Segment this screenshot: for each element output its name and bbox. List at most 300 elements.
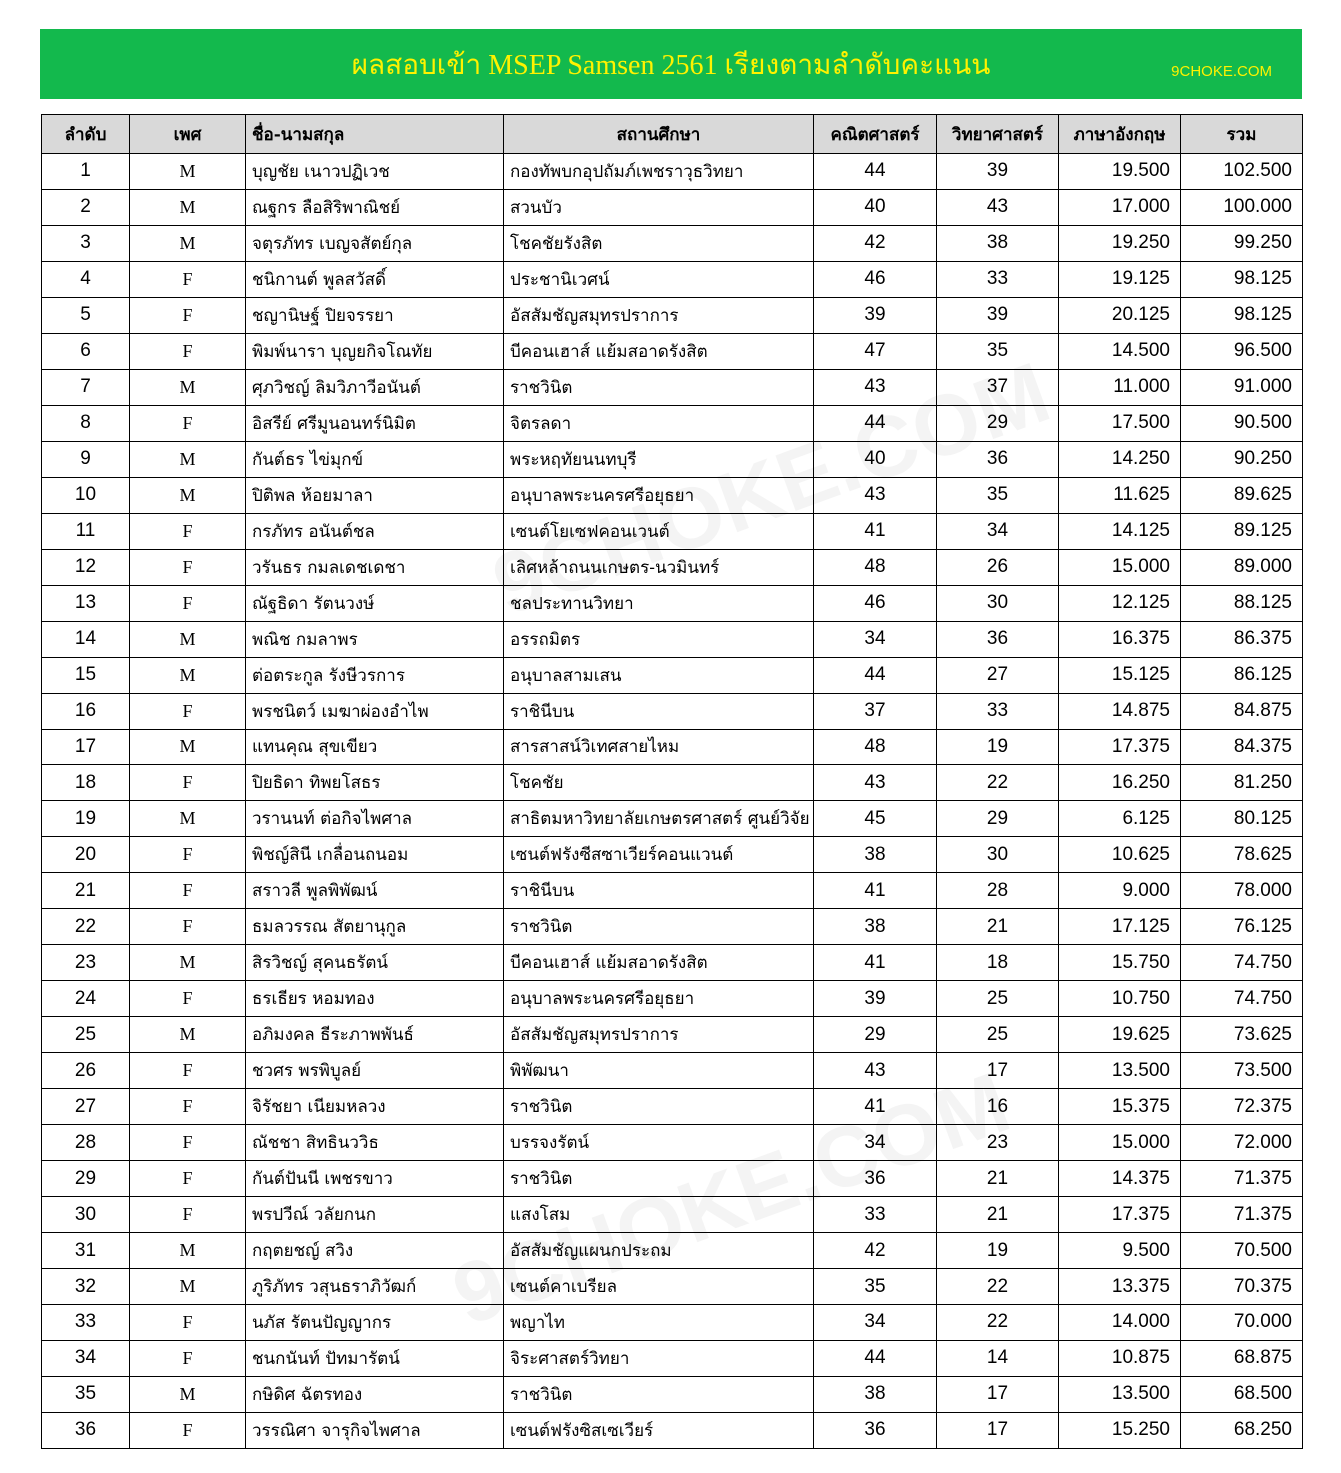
cell-rank: 18 <box>42 765 130 801</box>
cell-rank: 16 <box>42 693 130 729</box>
cell-rank: 24 <box>42 981 130 1017</box>
cell-school: โชคชัยรังสิต <box>504 225 814 261</box>
cell-name: ปิติพล ห้อยมาลา <box>246 477 504 513</box>
table-row <box>42 945 1303 981</box>
cell-math: 43 <box>814 477 937 513</box>
cell-total: 74.750 <box>1181 981 1303 1017</box>
cell-rank: 26 <box>42 1053 130 1089</box>
table-header-row <box>42 115 1303 154</box>
table-row <box>42 297 1303 333</box>
cell-english: 11.625 <box>1059 477 1181 513</box>
cell-school: ราชวินิต <box>504 369 814 405</box>
cell-name: ศุภวิชญ์ ลิมวิภาวีอนันต์ <box>246 369 504 405</box>
cell-english: 12.125 <box>1059 585 1181 621</box>
cell-total: 84.375 <box>1181 729 1303 765</box>
cell-math: 39 <box>814 297 937 333</box>
cell-gender: M <box>130 225 246 261</box>
cell-english: 9.000 <box>1059 873 1181 909</box>
cell-math: 43 <box>814 1053 937 1089</box>
cell-math: 34 <box>814 621 937 657</box>
cell-math: 43 <box>814 369 937 405</box>
table-row <box>42 1017 1303 1053</box>
cell-rank: 29 <box>42 1161 130 1197</box>
col-header-english: ภาษาอังกฤษ <box>1059 115 1181 154</box>
cell-rank: 2 <box>42 189 130 225</box>
cell-total: 71.375 <box>1181 1161 1303 1197</box>
cell-gender: F <box>130 585 246 621</box>
table-row <box>42 405 1303 441</box>
cell-science: 36 <box>937 441 1059 477</box>
cell-total: 84.875 <box>1181 693 1303 729</box>
cell-school: เซนต์ฟรังซีสซาเวียร์คอนแวนต์ <box>504 837 814 873</box>
cell-gender: F <box>130 297 246 333</box>
cell-gender: M <box>130 621 246 657</box>
table-row <box>42 981 1303 1017</box>
cell-science: 21 <box>937 1161 1059 1197</box>
cell-english: 15.125 <box>1059 657 1181 693</box>
cell-rank: 6 <box>42 333 130 369</box>
cell-name: พิมพ์นารา บุญยกิจโณทัย <box>246 333 504 369</box>
cell-science: 22 <box>937 1269 1059 1305</box>
cell-science: 34 <box>937 513 1059 549</box>
cell-math: 36 <box>814 1412 937 1448</box>
cell-school: ราชวินิต <box>504 1089 814 1125</box>
cell-name: วรรณิศา จารุกิจไพศาล <box>246 1412 504 1448</box>
cell-math: 34 <box>814 1305 937 1341</box>
cell-school: บรรจงรัตน์ <box>504 1125 814 1161</box>
cell-english: 9.500 <box>1059 1233 1181 1269</box>
cell-school: สาธิตมหาวิทยาลัยเกษตรศาสตร์ ศูนย์วิจัย <box>504 801 814 837</box>
cell-math: 46 <box>814 261 937 297</box>
cell-total: 90.250 <box>1181 441 1303 477</box>
cell-rank: 32 <box>42 1269 130 1305</box>
cell-total: 68.500 <box>1181 1376 1303 1412</box>
cell-school: อนุบาลพระนครศรีอยุธยา <box>504 477 814 513</box>
cell-science: 28 <box>937 873 1059 909</box>
cell-science: 16 <box>937 1089 1059 1125</box>
cell-math: 36 <box>814 1161 937 1197</box>
cell-math: 35 <box>814 1269 937 1305</box>
table-row <box>42 549 1303 585</box>
cell-gender: F <box>130 765 246 801</box>
cell-science: 43 <box>937 189 1059 225</box>
cell-gender: F <box>130 873 246 909</box>
table-row <box>42 477 1303 513</box>
col-header-gender: เพศ <box>130 115 246 154</box>
table-body <box>42 154 1303 1449</box>
cell-english: 13.500 <box>1059 1053 1181 1089</box>
cell-rank: 5 <box>42 297 130 333</box>
cell-gender: M <box>130 189 246 225</box>
cell-name: แทนคุณ สุขเขียว <box>246 729 504 765</box>
cell-school: เลิศหล้าถนนเกษตร-นวมินทร์ <box>504 549 814 585</box>
cell-math: 38 <box>814 909 937 945</box>
col-header-rank: ลำดับ <box>42 115 130 154</box>
cell-name: อภิมงคล ธีระภาพพันธ์ <box>246 1017 504 1053</box>
table-row <box>42 873 1303 909</box>
cell-rank: 21 <box>42 873 130 909</box>
cell-total: 72.375 <box>1181 1089 1303 1125</box>
cell-gender: F <box>130 549 246 585</box>
cell-rank: 10 <box>42 477 130 513</box>
cell-school: กองทัพบกอุปถัมภ์เพชราวุธวิทยา <box>504 154 814 190</box>
cell-total: 86.375 <box>1181 621 1303 657</box>
table-row <box>42 154 1303 190</box>
cell-math: 41 <box>814 1089 937 1125</box>
cell-english: 6.125 <box>1059 801 1181 837</box>
cell-name: ชนิกานต์ พูลสวัสดิ์ <box>246 261 504 297</box>
cell-english: 19.125 <box>1059 261 1181 297</box>
cell-math: 48 <box>814 729 937 765</box>
cell-math: 38 <box>814 1376 937 1412</box>
cell-english: 14.125 <box>1059 513 1181 549</box>
cell-science: 37 <box>937 369 1059 405</box>
cell-math: 42 <box>814 225 937 261</box>
cell-name: ธมลวรรณ สัตยานุกูล <box>246 909 504 945</box>
cell-science: 39 <box>937 154 1059 190</box>
cell-school: แสงโสม <box>504 1197 814 1233</box>
cell-english: 14.250 <box>1059 441 1181 477</box>
table-row <box>42 1376 1303 1412</box>
cell-rank: 1 <box>42 154 130 190</box>
cell-math: 42 <box>814 1233 937 1269</box>
table-row <box>42 657 1303 693</box>
cell-total: 86.125 <box>1181 657 1303 693</box>
cell-name: ณัฐธิดา รัตนวงษ์ <box>246 585 504 621</box>
cell-english: 15.250 <box>1059 1412 1181 1448</box>
cell-total: 73.500 <box>1181 1053 1303 1089</box>
cell-science: 17 <box>937 1053 1059 1089</box>
cell-english: 10.625 <box>1059 837 1181 873</box>
cell-name: ณัชชา สิทธินววิธ <box>246 1125 504 1161</box>
table-row <box>42 1197 1303 1233</box>
cell-math: 48 <box>814 549 937 585</box>
cell-gender: M <box>130 1269 246 1305</box>
cell-english: 15.375 <box>1059 1089 1181 1125</box>
cell-school: อรรถมิตร <box>504 621 814 657</box>
cell-school: ชลประทานวิทยา <box>504 585 814 621</box>
cell-school: อัสสัมชัญแผนกประถม <box>504 1233 814 1269</box>
cell-math: 39 <box>814 981 937 1017</box>
cell-school: ราชินีบน <box>504 693 814 729</box>
table-row <box>42 1125 1303 1161</box>
cell-gender: F <box>130 333 246 369</box>
table-row <box>42 693 1303 729</box>
cell-science: 27 <box>937 657 1059 693</box>
cell-gender: F <box>130 513 246 549</box>
cell-rank: 19 <box>42 801 130 837</box>
cell-name: พณิช กมลาพร <box>246 621 504 657</box>
cell-math: 29 <box>814 1017 937 1053</box>
cell-english: 15.000 <box>1059 549 1181 585</box>
cell-school: ราชินีบน <box>504 873 814 909</box>
cell-science: 19 <box>937 729 1059 765</box>
cell-gender: M <box>130 477 246 513</box>
table-row <box>42 729 1303 765</box>
table-row <box>42 333 1303 369</box>
cell-math: 44 <box>814 405 937 441</box>
cell-rank: 7 <box>42 369 130 405</box>
cell-science: 36 <box>937 621 1059 657</box>
cell-total: 89.625 <box>1181 477 1303 513</box>
cell-rank: 31 <box>42 1233 130 1269</box>
cell-total: 91.000 <box>1181 369 1303 405</box>
cell-english: 11.000 <box>1059 369 1181 405</box>
cell-total: 70.375 <box>1181 1269 1303 1305</box>
cell-gender: F <box>130 1412 246 1448</box>
cell-rank: 34 <box>42 1340 130 1376</box>
cell-name: บุญชัย เนาวปฏิเวช <box>246 154 504 190</box>
cell-name: ปิยธิดา ทิพยโสธร <box>246 765 504 801</box>
cell-math: 44 <box>814 1340 937 1376</box>
table-row <box>42 1269 1303 1305</box>
cell-rank: 4 <box>42 261 130 297</box>
cell-science: 22 <box>937 1305 1059 1341</box>
cell-school: โชคชัย <box>504 765 814 801</box>
cell-school: ราชวินิต <box>504 1161 814 1197</box>
table-row <box>42 801 1303 837</box>
table-row <box>42 513 1303 549</box>
cell-gender: F <box>130 1305 246 1341</box>
cell-rank: 23 <box>42 945 130 981</box>
cell-total: 74.750 <box>1181 945 1303 981</box>
cell-math: 46 <box>814 585 937 621</box>
cell-science: 17 <box>937 1376 1059 1412</box>
cell-name: สิรวิชญ์ สุคนธรัตน์ <box>246 945 504 981</box>
cell-total: 72.000 <box>1181 1125 1303 1161</box>
cell-total: 68.250 <box>1181 1412 1303 1448</box>
table-row <box>42 1089 1303 1125</box>
cell-name: กฤตยชญ์ สวิง <box>246 1233 504 1269</box>
table-row <box>42 1161 1303 1197</box>
cell-name: สราวลี พูลพิพัฒน์ <box>246 873 504 909</box>
cell-english: 10.750 <box>1059 981 1181 1017</box>
cell-gender: M <box>130 1017 246 1053</box>
cell-school: อนุบาลพระนครศรีอยุธยา <box>504 981 814 1017</box>
title-banner <box>40 29 1302 99</box>
cell-rank: 3 <box>42 225 130 261</box>
cell-english: 15.750 <box>1059 945 1181 981</box>
cell-rank: 13 <box>42 585 130 621</box>
cell-school: บีคอนเฮาส์ แย้มสอาดรังสิต <box>504 945 814 981</box>
cell-total: 89.125 <box>1181 513 1303 549</box>
cell-school: บีคอนเฮาส์ แย้มสอาดรังสิต <box>504 333 814 369</box>
col-header-science: วิทยาศาสตร์ <box>937 115 1059 154</box>
cell-rank: 9 <box>42 441 130 477</box>
cell-name: จิรัชยา เนียมหลวง <box>246 1089 504 1125</box>
cell-math: 40 <box>814 441 937 477</box>
cell-gender: F <box>130 1161 246 1197</box>
cell-math: 34 <box>814 1125 937 1161</box>
cell-name: ชญานิษฐ์ ปิยจรรยา <box>246 297 504 333</box>
col-header-total: รวม <box>1181 115 1303 154</box>
cell-science: 14 <box>937 1340 1059 1376</box>
cell-science: 38 <box>937 225 1059 261</box>
cell-gender: F <box>130 1125 246 1161</box>
col-header-name: ชื่อ-นามสกุล <box>246 115 504 154</box>
cell-total: 78.000 <box>1181 873 1303 909</box>
cell-total: 70.500 <box>1181 1233 1303 1269</box>
cell-science: 23 <box>937 1125 1059 1161</box>
cell-science: 39 <box>937 297 1059 333</box>
cell-total: 99.250 <box>1181 225 1303 261</box>
cell-english: 16.250 <box>1059 765 1181 801</box>
cell-english: 20.125 <box>1059 297 1181 333</box>
table-row <box>42 621 1303 657</box>
cell-gender: F <box>130 981 246 1017</box>
table-row <box>42 1412 1303 1448</box>
cell-math: 45 <box>814 801 937 837</box>
cell-rank: 25 <box>42 1017 130 1053</box>
cell-science: 21 <box>937 909 1059 945</box>
cell-gender: M <box>130 441 246 477</box>
cell-school: สวนบัว <box>504 189 814 225</box>
cell-name: อิสรีย์ ศรีมูนอนทร์นิมิต <box>246 405 504 441</box>
cell-school: พระหฤทัยนนทบุรี <box>504 441 814 477</box>
cell-english: 14.375 <box>1059 1161 1181 1197</box>
cell-english: 19.625 <box>1059 1017 1181 1053</box>
cell-rank: 14 <box>42 621 130 657</box>
cell-school: เซนต์ฟรังซิสเซเวียร์ <box>504 1412 814 1448</box>
cell-english: 17.375 <box>1059 1197 1181 1233</box>
cell-english: 17.000 <box>1059 189 1181 225</box>
cell-school: ราชวินิต <box>504 909 814 945</box>
cell-english: 17.500 <box>1059 405 1181 441</box>
cell-total: 89.000 <box>1181 549 1303 585</box>
table-row <box>42 225 1303 261</box>
cell-school: ประชานิเวศน์ <box>504 261 814 297</box>
table-row <box>42 189 1303 225</box>
cell-rank: 8 <box>42 405 130 441</box>
cell-english: 17.125 <box>1059 909 1181 945</box>
cell-rank: 36 <box>42 1412 130 1448</box>
table-row <box>42 837 1303 873</box>
cell-total: 76.125 <box>1181 909 1303 945</box>
cell-gender: M <box>130 945 246 981</box>
cell-gender: M <box>130 1376 246 1412</box>
cell-total: 73.625 <box>1181 1017 1303 1053</box>
cell-rank: 20 <box>42 837 130 873</box>
cell-gender: M <box>130 729 246 765</box>
cell-gender: M <box>130 369 246 405</box>
cell-name: ชนกนันท์ ปัทมารัตน์ <box>246 1340 504 1376</box>
cell-total: 88.125 <box>1181 585 1303 621</box>
cell-math: 43 <box>814 765 937 801</box>
cell-math: 41 <box>814 945 937 981</box>
cell-science: 26 <box>937 549 1059 585</box>
cell-total: 68.875 <box>1181 1340 1303 1376</box>
cell-name: กรภัทร อนันต์ชล <box>246 513 504 549</box>
cell-school: อัสสัมชัญสมุทรปราการ <box>504 297 814 333</box>
table-row <box>42 369 1303 405</box>
cell-total: 98.125 <box>1181 297 1303 333</box>
cell-school: อัสสัมชัญสมุทรปราการ <box>504 1017 814 1053</box>
cell-name: พิชญ์สินี เกลื่อนถนอม <box>246 837 504 873</box>
cell-english: 19.500 <box>1059 154 1181 190</box>
table-row <box>42 261 1303 297</box>
cell-math: 44 <box>814 657 937 693</box>
cell-gender: F <box>130 1197 246 1233</box>
cell-english: 13.500 <box>1059 1376 1181 1412</box>
cell-science: 17 <box>937 1412 1059 1448</box>
cell-english: 10.875 <box>1059 1340 1181 1376</box>
table-row <box>42 765 1303 801</box>
cell-total: 78.625 <box>1181 837 1303 873</box>
cell-math: 38 <box>814 837 937 873</box>
cell-gender: F <box>130 1340 246 1376</box>
cell-school: พิพัฒนา <box>504 1053 814 1089</box>
cell-total: 96.500 <box>1181 333 1303 369</box>
cell-rank: 35 <box>42 1376 130 1412</box>
cell-science: 29 <box>937 405 1059 441</box>
cell-school: จิตรลดา <box>504 405 814 441</box>
cell-gender: M <box>130 801 246 837</box>
table-row <box>42 1053 1303 1089</box>
cell-gender: F <box>130 405 246 441</box>
cell-math: 47 <box>814 333 937 369</box>
cell-math: 41 <box>814 873 937 909</box>
cell-total: 81.250 <box>1181 765 1303 801</box>
table-row <box>42 1233 1303 1269</box>
cell-name: ภูริภัทร วสุนธราภิวัฒก์ <box>246 1269 504 1305</box>
cell-rank: 30 <box>42 1197 130 1233</box>
cell-english: 14.875 <box>1059 693 1181 729</box>
cell-gender: F <box>130 1053 246 1089</box>
cell-school: ราชวินิต <box>504 1376 814 1412</box>
cell-name: วรานนท์ ต่อกิจไพศาล <box>246 801 504 837</box>
cell-name: พรปวีณ์ วลัยกนก <box>246 1197 504 1233</box>
cell-science: 30 <box>937 585 1059 621</box>
page-title: ผลสอบเข้า MSEP Samsen 2561 เรียงตามลำดับคะแนน <box>351 50 991 81</box>
cell-school: พญาไท <box>504 1305 814 1341</box>
cell-math: 40 <box>814 189 937 225</box>
cell-total: 102.500 <box>1181 154 1303 190</box>
cell-math: 33 <box>814 1197 937 1233</box>
cell-science: 33 <box>937 693 1059 729</box>
cell-science: 18 <box>937 945 1059 981</box>
cell-school: เซนต์คาเบรียล <box>504 1269 814 1305</box>
cell-english: 16.375 <box>1059 621 1181 657</box>
cell-science: 22 <box>937 765 1059 801</box>
cell-english: 19.250 <box>1059 225 1181 261</box>
cell-total: 100.000 <box>1181 189 1303 225</box>
table-row <box>42 585 1303 621</box>
cell-math: 41 <box>814 513 937 549</box>
cell-english: 13.375 <box>1059 1269 1181 1305</box>
table-row <box>42 909 1303 945</box>
cell-english: 14.500 <box>1059 333 1181 369</box>
cell-english: 17.375 <box>1059 729 1181 765</box>
cell-science: 30 <box>937 837 1059 873</box>
cell-math: 44 <box>814 154 937 190</box>
cell-rank: 22 <box>42 909 130 945</box>
cell-english: 15.000 <box>1059 1125 1181 1161</box>
cell-math: 37 <box>814 693 937 729</box>
cell-rank: 33 <box>42 1305 130 1341</box>
cell-rank: 12 <box>42 549 130 585</box>
cell-total: 90.500 <box>1181 405 1303 441</box>
cell-total: 80.125 <box>1181 801 1303 837</box>
cell-total: 98.125 <box>1181 261 1303 297</box>
cell-rank: 27 <box>42 1089 130 1125</box>
cell-name: กันต์ธร ไข่มุกข์ <box>246 441 504 477</box>
cell-rank: 11 <box>42 513 130 549</box>
cell-gender: M <box>130 154 246 190</box>
cell-name: ณฐกร ลือสิริพาณิชย์ <box>246 189 504 225</box>
cell-total: 70.000 <box>1181 1305 1303 1341</box>
table-row <box>42 1340 1303 1376</box>
col-header-math: คณิตศาสตร์ <box>814 115 937 154</box>
